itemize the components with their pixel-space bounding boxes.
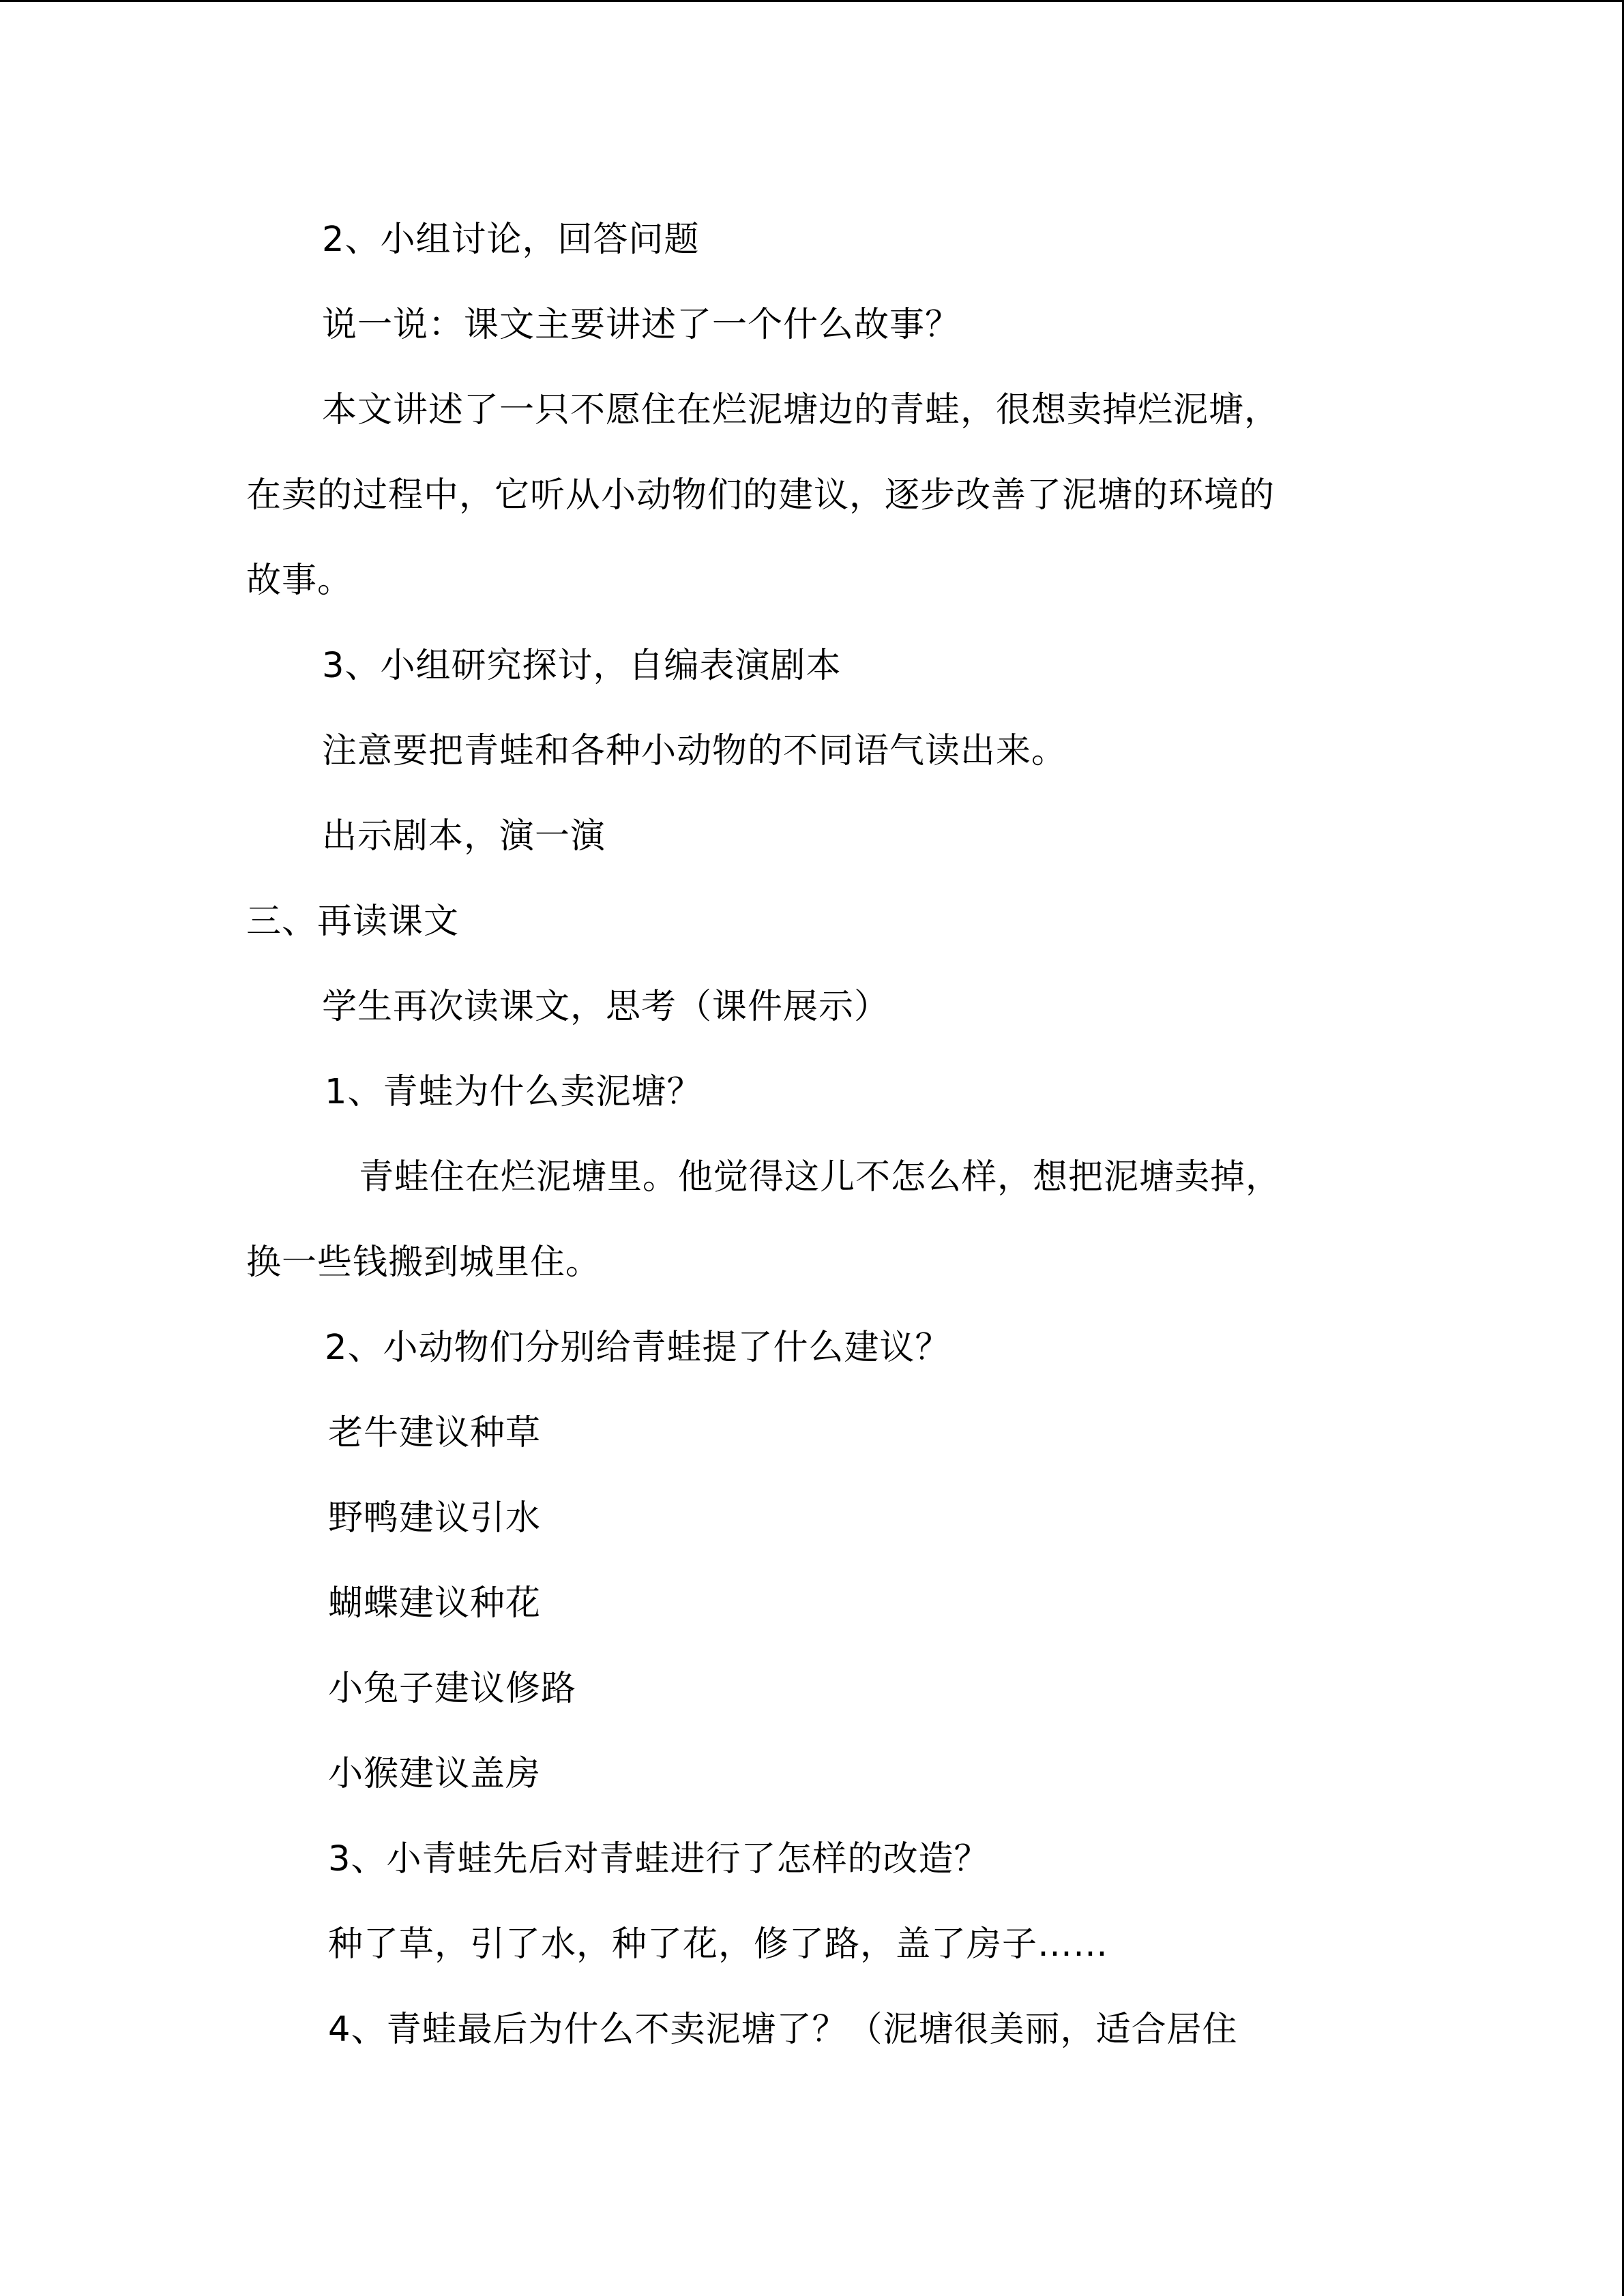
suggestion-duck: 野鸭建议引水 <box>328 1498 542 1538</box>
suggestion-butterfly: 蝴蝶建议种花 <box>328 1583 542 1624</box>
discussion-question: 说一说：课文主要讲述了一个什么故事？ <box>322 305 961 345</box>
question-2: 2、小动物们分别给青蛙提了什么建议？ <box>325 1328 951 1368</box>
reread-instruction: 学生再次读课文，思考（课件展示） <box>322 987 890 1027</box>
answer-1-line-2: 换一些钱搬到城里住。 <box>246 1242 602 1283</box>
suggestion-monkey: 小猴建议盖房 <box>328 1754 542 1794</box>
question-1: 1、青蛙为什么卖泥塘？ <box>325 1072 703 1112</box>
reading-tone-note: 注意要把青蛙和各种小动物的不同语气读出来。 <box>322 731 1067 771</box>
step-2-heading: 2、小组讨论，回答问题 <box>322 220 700 260</box>
step-3-heading: 3、小组研究探讨，自编表演剧本 <box>322 646 842 686</box>
answer-1-line-1: 青蛙住在烂泥塘里。他觉得这儿不怎么样，想把泥塘卖掉， <box>359 1157 1282 1197</box>
show-script-line: 出示剧本，演一演 <box>322 816 606 856</box>
question-3: 3、小青蛙先后对青蛙进行了怎样的改造？ <box>328 1839 990 1879</box>
question-4: 4、青蛙最后为什么不卖泥塘了？（泥塘很美丽，适合居住 <box>328 2010 1238 2050</box>
section-3-heading: 三、再读课文 <box>246 901 460 942</box>
summary-line-2: 在卖的过程中，它听从小动物们的建议，逐步改善了泥塘的环境的 <box>246 475 1275 516</box>
summary-line-1: 本文讲述了一只不愿住在烂泥塘边的青蛙，很想卖掉烂泥塘， <box>322 390 1280 430</box>
summary-line-3: 故事。 <box>246 561 353 601</box>
answer-3: 种了草，引了水，种了花，修了路，盖了房子…… <box>328 1924 1109 1965</box>
suggestion-rabbit: 小兔子建议修路 <box>328 1669 577 1709</box>
suggestion-ox: 老牛建议种草 <box>328 1413 542 1453</box>
